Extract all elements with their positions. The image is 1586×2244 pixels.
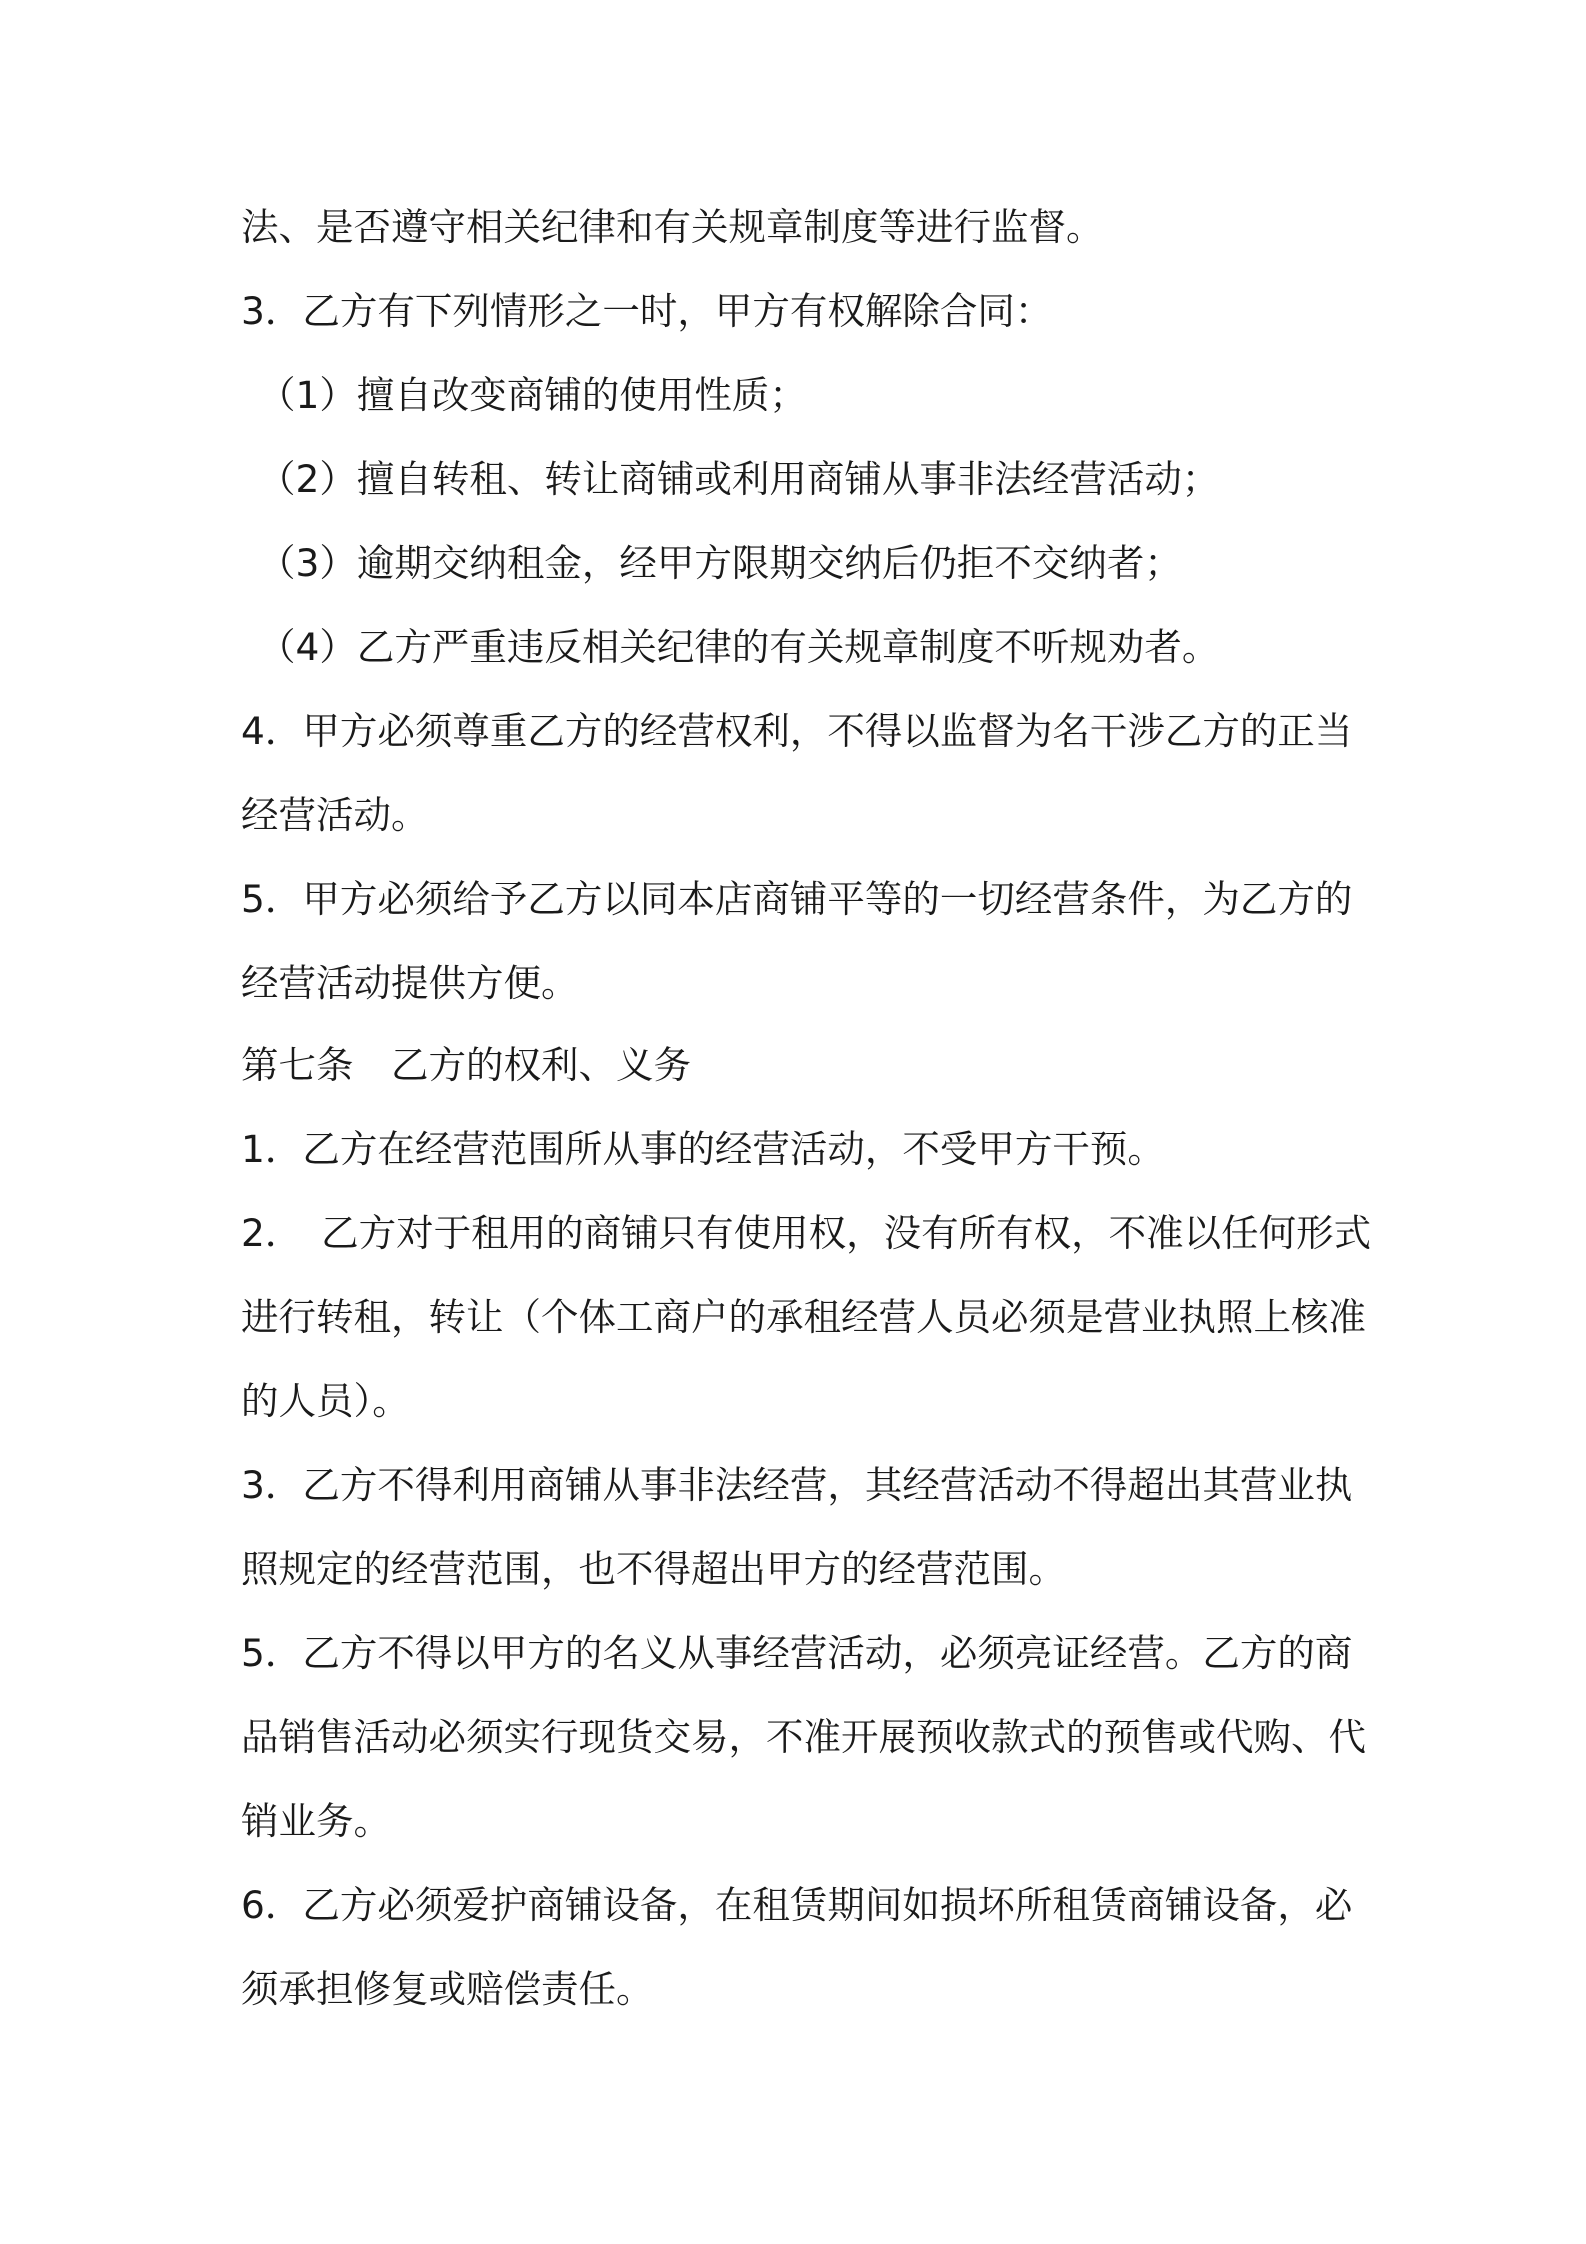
text-line: 经营活动提供方便。 xyxy=(241,961,579,1005)
list-item: （4）乙方严重违反相关纪律的有关规章制度不听规劝者。 xyxy=(258,625,1220,669)
list-item: （3）逾期交纳租金，经甲方限期交纳后仍拒不交纳者； xyxy=(258,541,1182,585)
list-item: （1）擅自改变商铺的使用性质； xyxy=(258,373,807,417)
text-line: 照规定的经营范围，也不得超出甲方的经营范围。 xyxy=(241,1547,1066,1591)
clause-line: 5．甲方必须给予乙方以同本店商铺平等的一切经营条件，为乙方的 xyxy=(241,877,1353,921)
text-line: 法、是否遵守相关纪律和有关规章制度等进行监督。 xyxy=(241,205,1104,249)
clause-line: 1．乙方在经营范围所从事的经营活动，不受甲方干预。 xyxy=(241,1127,1165,1171)
text-line: 进行转租，转让（个体工商户的承租经营人员必须是营业执照上核准 xyxy=(241,1295,1366,1339)
clause-line: 3．乙方有下列情形之一时，甲方有权解除合同： xyxy=(241,289,1053,333)
section-heading: 第七条 乙方的权利、义务 xyxy=(241,1043,691,1087)
text-line: 经营活动。 xyxy=(241,793,429,837)
list-item: （2）擅自转租、转让商铺或利用商铺从事非法经营活动； xyxy=(258,457,1220,501)
clause-line: 4．甲方必须尊重乙方的经营权利，不得以监督为名干涉乙方的正当 xyxy=(241,709,1353,753)
text-line: 的人员）。 xyxy=(241,1379,410,1423)
text-line: 品销售活动必须实行现货交易，不准开展预收款式的预售或代购、代 xyxy=(241,1715,1366,1759)
clause-line: 5．乙方不得以甲方的名义从事经营活动，必须亮证经营。乙方的商 xyxy=(241,1631,1353,1675)
clause-line: 2． 乙方对于租用的商铺只有使用权，没有所有权，不准以任何形式 xyxy=(241,1211,1372,1255)
clause-line: 3．乙方不得利用商铺从事非法经营，其经营活动不得超出其营业执 xyxy=(241,1463,1353,1507)
text-line: 须承担修复或赔偿责任。 xyxy=(241,1967,654,2011)
clause-line: 6．乙方必须爱护商铺设备，在租赁期间如损坏所租赁商铺设备，必 xyxy=(241,1883,1353,1927)
text-line: 销业务。 xyxy=(241,1799,391,1843)
